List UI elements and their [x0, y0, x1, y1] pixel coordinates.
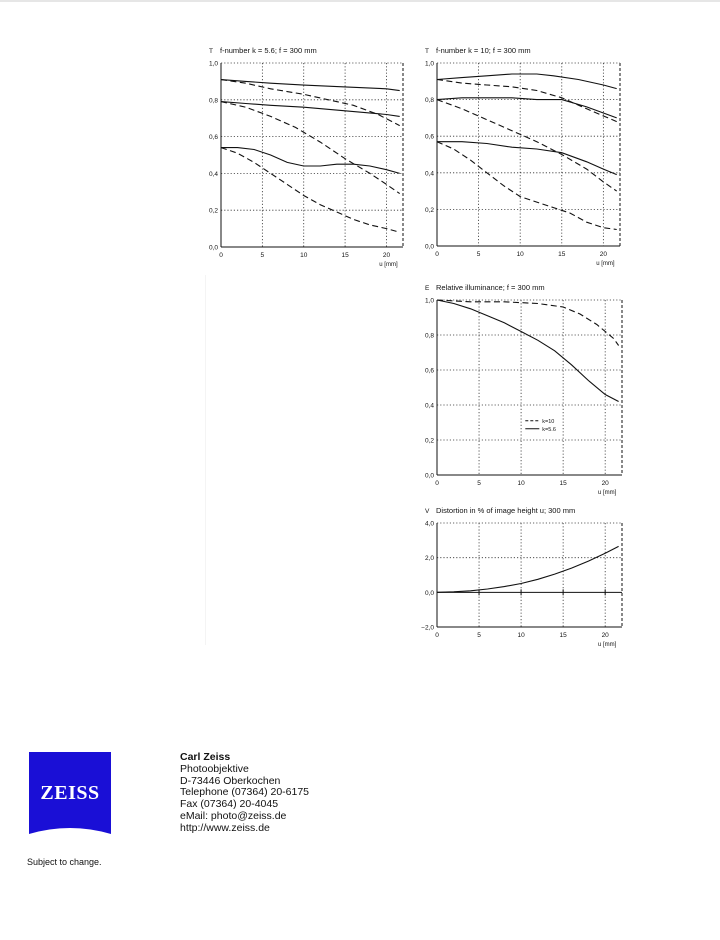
x-tick-label: 10	[517, 632, 525, 639]
y-axis-letter: T	[209, 48, 213, 55]
y-axis-letter: E	[425, 285, 430, 292]
address: D-73446 Oberkochen	[180, 774, 281, 787]
division: Photoobjektive	[180, 762, 249, 775]
y-tick-label: 0,4	[424, 402, 434, 410]
x-tick-label: 15	[559, 480, 567, 487]
fax: Fax (07364) 20-4045	[180, 798, 279, 811]
series-line-5	[221, 148, 400, 174]
y-tick-label: 0,6	[424, 367, 434, 375]
y-tick-label: 1,0	[424, 60, 434, 68]
telephone: Telephone (07364) 20-6175	[180, 786, 310, 799]
y-tick-label: 0,2	[424, 206, 434, 214]
y-tick-label: 1,0	[208, 60, 218, 68]
x-tick-label: 20	[382, 252, 391, 259]
chart-svg	[406, 507, 636, 657]
y-tick-label: 1,0	[424, 297, 434, 305]
illuminance-chart	[406, 282, 636, 502]
x-axis-label: u [mm]	[598, 642, 617, 648]
x-tick-label: 0	[435, 632, 439, 639]
y-tick-label: 2,0	[424, 555, 434, 563]
x-tick-label: 5	[477, 632, 481, 639]
series-line-1	[437, 546, 619, 592]
y-tick-label: 0,2	[424, 437, 434, 445]
scan-artifact-line	[205, 275, 206, 645]
legend-label: k=10	[542, 418, 555, 425]
y-tick-label: 0,6	[208, 134, 218, 142]
x-tick-label: 15	[341, 252, 349, 259]
series-line-3	[437, 98, 617, 118]
series-line-6	[221, 148, 400, 233]
y-tick-label: 4,0	[424, 520, 434, 528]
y-tick-label: 0,0	[424, 243, 434, 251]
mtf-chart-k56	[190, 44, 420, 274]
x-tick-label: 20	[599, 251, 607, 258]
x-tick-label: 5	[477, 480, 481, 487]
zeiss-logo	[29, 752, 111, 834]
chart-svg	[190, 44, 420, 274]
chart-title: Relative illuminance; f = 300 mm	[436, 283, 545, 292]
email-link[interactable]: eMail: photo@zeiss.de	[180, 809, 287, 822]
y-tick-label: 0,2	[208, 207, 218, 215]
series-line-2	[437, 300, 619, 402]
x-tick-label: 5	[260, 252, 265, 259]
x-tick-label: 20	[601, 632, 609, 639]
x-tick-label: 5	[476, 251, 481, 258]
x-tick-label: 15	[559, 632, 567, 639]
y-tick-label: 0,8	[424, 97, 434, 105]
y-tick-label: 0,8	[208, 97, 218, 105]
y-tick-label: −2,0	[421, 624, 434, 632]
company-name: Carl Zeiss	[180, 751, 231, 763]
series-line-1	[221, 80, 400, 91]
y-tick-label: 0,0	[424, 589, 434, 597]
website-link[interactable]: http://www.zeiss.de	[180, 821, 270, 834]
x-tick-label: 15	[558, 251, 566, 258]
x-tick-label: 0	[435, 480, 439, 487]
disclaimer: Subject to change.	[27, 857, 102, 867]
series-line-2	[221, 80, 400, 126]
logo-text: ZEISS	[40, 782, 100, 804]
y-tick-label: 0,8	[424, 332, 434, 340]
y-tick-label: 0,4	[208, 170, 218, 178]
series-line-1	[437, 74, 617, 89]
series-line-4	[437, 100, 617, 192]
legend-label: k=5.6	[542, 426, 556, 433]
chart-title: f-number k = 10; f = 300 mm	[436, 46, 531, 55]
y-axis-letter: T	[425, 48, 429, 55]
series-line-2	[437, 80, 617, 122]
x-tick-label: 10	[517, 480, 525, 487]
x-axis-label: u [mm]	[596, 261, 615, 267]
y-tick-label: 0,0	[208, 244, 218, 252]
x-tick-label: 10	[300, 252, 308, 259]
chart-svg	[406, 282, 636, 502]
x-axis-label: u [mm]	[379, 262, 398, 268]
x-axis-label: u [mm]	[598, 490, 617, 496]
distortion-chart	[406, 507, 636, 657]
x-tick-label: 0	[435, 251, 439, 258]
series-line-6	[437, 142, 617, 230]
chart-title: Distortion in % of image height u; 300 mm	[436, 506, 576, 515]
contact-block	[180, 752, 309, 835]
series-line-4	[221, 102, 400, 194]
chart-svg	[406, 44, 636, 274]
y-tick-label: 0,0	[424, 472, 434, 480]
y-axis-letter: V	[425, 508, 430, 515]
chart-title: f-number k = 5.6; f = 300 mm	[220, 46, 317, 55]
series-line-5	[437, 142, 617, 175]
x-tick-label: 10	[516, 251, 524, 258]
x-tick-label: 20	[601, 480, 609, 487]
mtf-chart-k10	[406, 44, 636, 274]
x-tick-label: 0	[219, 252, 223, 259]
y-tick-label: 0,6	[424, 133, 434, 141]
y-tick-label: 0,4	[424, 170, 434, 178]
series-line-3	[221, 102, 400, 117]
top-rule	[0, 0, 720, 2]
